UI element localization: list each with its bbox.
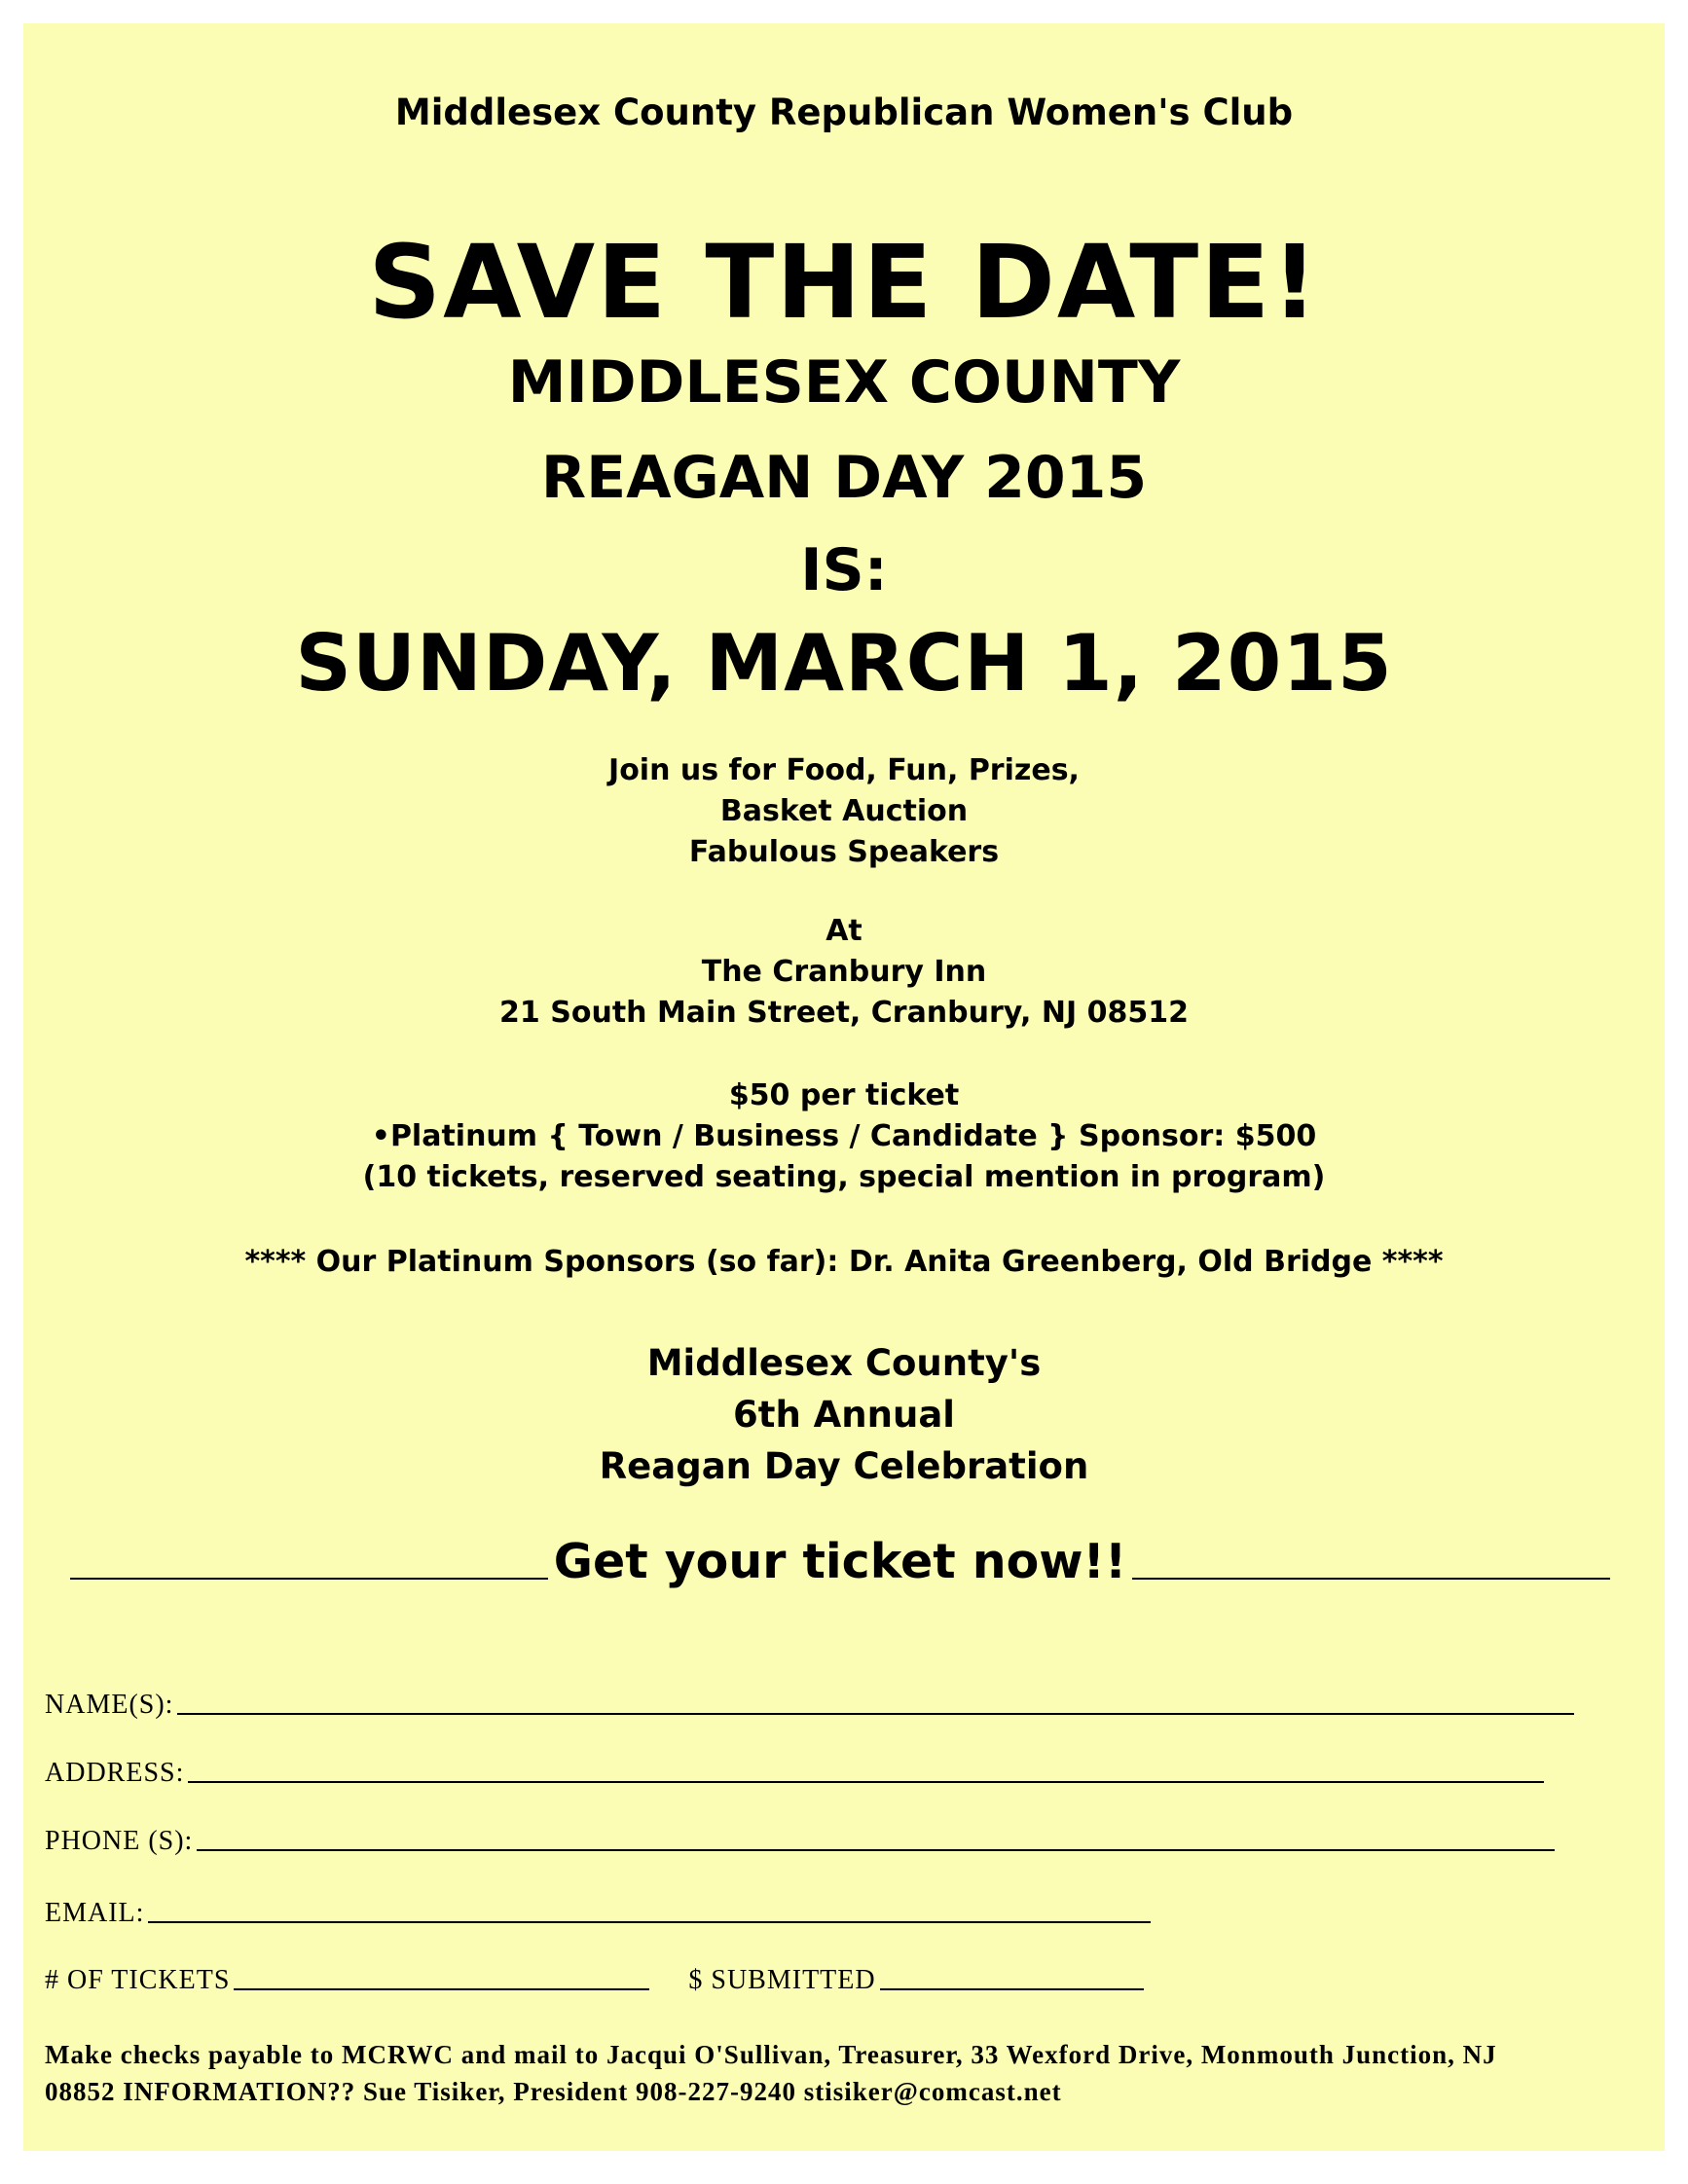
- address-label: ADDRESS:: [45, 1758, 185, 1788]
- event-title-line2: REAGAN DAY 2015: [540, 444, 1148, 512]
- headline: SAVE THE DATE!: [368, 223, 1320, 342]
- annual-line: Middlesex County's: [646, 1342, 1042, 1384]
- divider: [70, 1578, 548, 1580]
- sponsors-line: **** Our Platinum Sponsors (so far): Dr. Anita Greenberg, Old Bridge ****: [244, 1245, 1444, 1279]
- address-line[interactable]: [188, 1780, 1544, 1783]
- pricing-line: •Platinum { Town / Business / Candidate } Sponsor: $500: [371, 1119, 1317, 1153]
- email-line[interactable]: [148, 1920, 1151, 1923]
- pricing-line: $50 per ticket: [728, 1078, 960, 1112]
- footer-line: Make checks payable to MCRWC and mail to Jacqui O'Sullivan, Treasurer, 33 Wexford Drive, Monmouth Junction, NJ: [45, 2040, 1497, 2069]
- tickets-line[interactable]: [234, 1987, 649, 1990]
- email-label: EMAIL:: [45, 1898, 145, 1928]
- phone-line[interactable]: [197, 1848, 1555, 1851]
- intro-block: [23, 750, 1665, 873]
- payment-info: [45, 2036, 1602, 2110]
- annual-line: Reagan Day Celebration: [599, 1445, 1089, 1487]
- tickets-row[interactable]: [45, 1965, 1183, 1996]
- name-label: NAME(S):: [45, 1690, 174, 1720]
- event-title-line3: IS:: [800, 536, 888, 604]
- intro-line: Basket Auction: [719, 794, 969, 828]
- cta-row: [70, 1531, 1610, 1589]
- email-field[interactable]: [45, 1898, 1151, 1929]
- venue-line: 21 South Main Street, Cranbury, NJ 08512: [499, 996, 1189, 1030]
- annual-line: 6th Annual: [733, 1394, 955, 1436]
- flyer-page: [23, 23, 1665, 2151]
- pricing-block: [23, 1075, 1665, 1198]
- phone-field[interactable]: [45, 1826, 1555, 1857]
- address-field[interactable]: [45, 1758, 1544, 1789]
- submitted-label: $ SUBMITTED: [688, 1965, 876, 1995]
- club-name: Middlesex County Republican Women's Club: [394, 91, 1294, 133]
- intro-line: Join us for Food, Fun, Prizes,: [608, 753, 1080, 787]
- intro-line: Fabulous Speakers: [688, 835, 1000, 869]
- name-field[interactable]: [45, 1690, 1574, 1721]
- pricing-line: (10 tickets, reserved seating, special mention in program): [362, 1160, 1326, 1194]
- divider: [1132, 1578, 1610, 1580]
- tickets-label: # OF TICKETS: [45, 1965, 231, 1995]
- event-title-line1: MIDDLESEX COUNTY: [507, 348, 1181, 417]
- venue-line: The Cranbury Inn: [701, 955, 987, 989]
- venue-line: At: [826, 914, 862, 948]
- submitted-line[interactable]: [880, 1987, 1144, 1990]
- annual-block: [23, 1337, 1665, 1492]
- event-date: SUNDAY, MARCH 1, 2015: [295, 618, 1393, 709]
- name-line[interactable]: [177, 1712, 1574, 1715]
- footer-line: 08852 INFORMATION?? Sue Tisiker, President 908-227-9240 stisiker@comcast.net: [45, 2077, 1062, 2106]
- venue-block: [23, 911, 1665, 1034]
- cta-text: Get your ticket now!!: [553, 1534, 1127, 1589]
- phone-label: PHONE (S):: [45, 1826, 194, 1856]
